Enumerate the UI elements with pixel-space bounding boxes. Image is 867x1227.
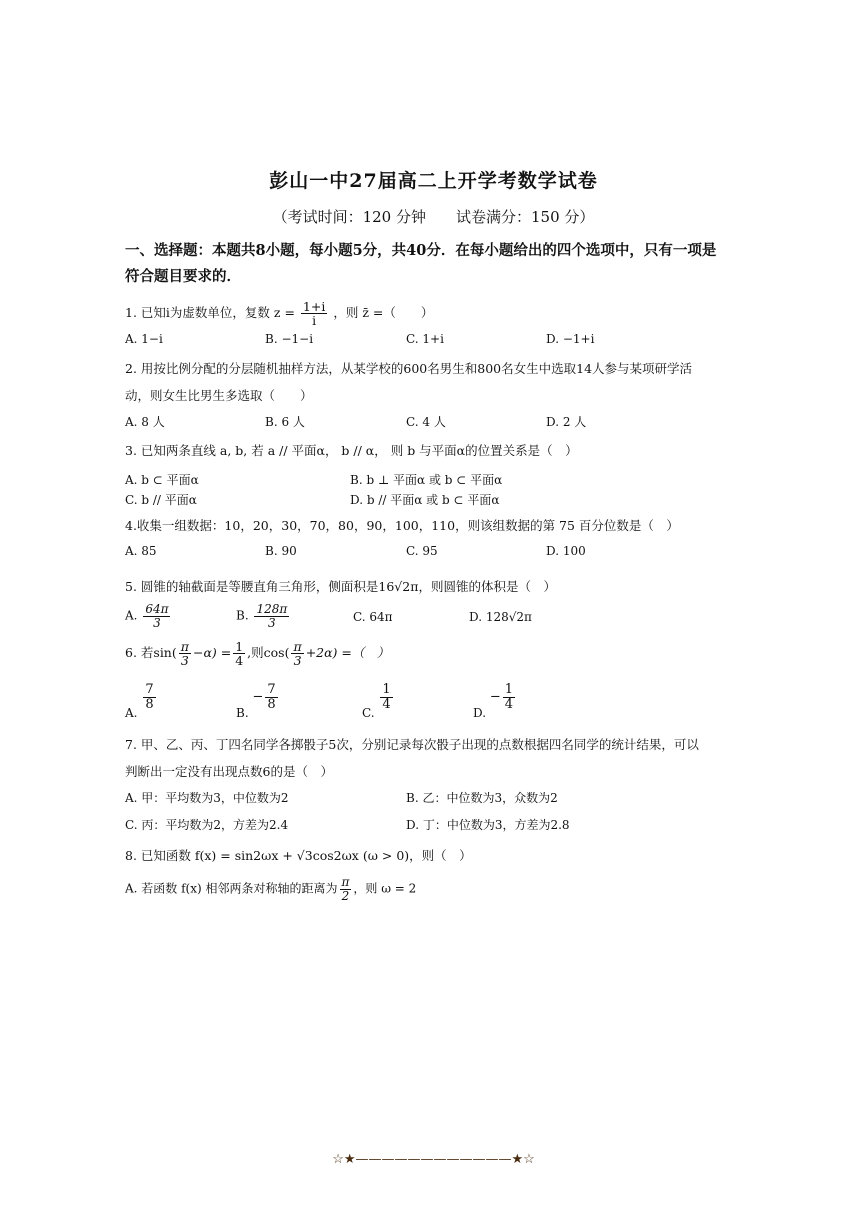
question-4-option-a: A. 85 <box>125 544 157 558</box>
question-4-stem: 4.收集一组数据：10，20，30，70，80，90，100，110，则该组数据的第 75 百分位数是（ ） <box>125 518 679 533</box>
question-4-option-b: B. 90 <box>265 544 297 558</box>
denominator: 3 <box>293 653 302 669</box>
question-3-stem: 3. 已知两条直线 a, b, 若 a // 平面α， b // α， 则 b 与平面α的位置关系是（ ） <box>125 443 578 458</box>
question-6-text: 6. 若sin( <box>125 645 177 661</box>
question-1-text: 1. 已知i为虚数单位，复数 <box>125 305 270 321</box>
question-8-option-a <box>125 876 416 902</box>
question-7-option-d: D. 丁：中位数为3，方差为2.8 <box>406 818 570 832</box>
question-6-option-b-fraction <box>265 683 277 711</box>
numerator: π <box>180 639 189 654</box>
question-6-option-a-fraction <box>143 683 155 711</box>
denominator: 3 <box>268 615 276 630</box>
question-6-text-2: −α) = <box>192 645 232 661</box>
question-2-option-c: C. 4 人 <box>406 415 446 429</box>
numerator: 1 <box>382 682 391 697</box>
question-1-tail: z̄ =（ ） <box>362 305 434 321</box>
question-6-fraction-3 <box>291 640 303 667</box>
numerator: 1 <box>235 639 244 654</box>
numerator: π <box>293 639 302 654</box>
question-3-option-a: A. b ⊂ 平面α <box>125 473 199 487</box>
question-6-option-d <box>473 682 517 720</box>
exam-title: 彭山一中27届高二上开学考数学试卷 <box>269 170 598 192</box>
section-heading: 一、选择题：本题共8小题，每小题5分，共40分．在每小题给出的四个选项中，只有一项是符合题目要求的． <box>125 242 717 285</box>
question-3-option-c: C. b // 平面α <box>125 493 197 507</box>
question-1-stem <box>125 300 433 327</box>
question-6-option-c <box>362 682 395 720</box>
question-5-option-c: C. 64π <box>353 610 393 624</box>
footer-decoration: ☆★————————————★☆ <box>332 1152 535 1167</box>
question-7-line-2: 判断出一定没有出现点数6的是（ ） <box>125 764 333 779</box>
question-1-denominator: i <box>312 313 317 329</box>
question-8-stem: 8. 已知函数 f(x) = sin2ωx + √3cos2ωx (ω > 0)，则（ ） <box>125 848 472 863</box>
denominator: 8 <box>267 696 276 712</box>
question-6-option-b <box>236 682 280 720</box>
question-2-line-1: 2. 用按比例分配的分层随机抽样方法，从某学校的600名男生和800名女生中选取14人参与某项研学活 <box>125 361 693 376</box>
question-1-post: ，则 <box>333 305 359 321</box>
question-6-fraction-1 <box>179 640 191 667</box>
option-text: A. 若函数 f(x) 相邻两条对称轴的距离为 <box>125 881 338 896</box>
question-1-option-a: A. 1−i <box>125 332 163 346</box>
denominator: 4 <box>382 696 391 712</box>
question-2-option-a: A. 8 人 <box>125 415 165 429</box>
option-label: B. <box>236 608 249 623</box>
question-6-option-d-fraction <box>503 683 515 711</box>
denominator: 8 <box>145 696 154 712</box>
question-5-option-b <box>236 603 291 629</box>
numerator: 128π <box>256 602 288 616</box>
question-6-option-a <box>125 682 158 720</box>
question-6-option-c-fraction <box>380 683 392 711</box>
option-label: A. <box>125 608 138 623</box>
question-5-stem: 5. 圆锥的轴截面是等腰直角三角形，侧面积是16√2π，则圆锥的体积是（ ） <box>125 579 556 594</box>
numerator: 64π <box>145 602 169 616</box>
numerator: π <box>341 875 350 889</box>
option-text-2: ，则 ω = 2 <box>353 881 417 896</box>
denominator: 4 <box>235 653 244 669</box>
question-1-z: z = <box>273 305 295 321</box>
minus-sign: − <box>252 689 264 705</box>
exam-subtitle: （考试时间：120 分钟 试卷满分：150 分） <box>272 208 595 226</box>
denominator: 4 <box>504 696 514 712</box>
minus-sign: − <box>489 689 501 705</box>
question-5-option-a <box>125 603 172 629</box>
question-2-option-b: B. 6 人 <box>265 415 305 429</box>
question-6-stem <box>125 640 389 667</box>
question-7-option-a: A. 甲：平均数为3，中位数为2 <box>125 791 289 805</box>
numerator: 7 <box>145 682 154 697</box>
question-4-option-c: C. 95 <box>406 544 438 558</box>
question-1-option-c: C. 1+i <box>406 332 444 346</box>
question-5-option-a-fraction <box>143 603 170 629</box>
option-label: B. <box>236 705 249 720</box>
numerator: 7 <box>267 682 276 697</box>
question-5-option-d: D. 128√2π <box>469 610 532 624</box>
question-2-option-d: D. 2 人 <box>546 415 587 429</box>
denominator: 3 <box>180 653 189 669</box>
question-1-option-b: B. −1−i <box>265 332 314 346</box>
option-label: D. <box>473 705 487 720</box>
question-6-text-4: +2α) =（ ） <box>305 645 390 661</box>
question-1-fraction <box>301 300 327 327</box>
question-5-option-b-fraction <box>254 603 289 629</box>
question-6-text-3: ,则cos( <box>247 645 290 661</box>
question-4-option-d: D. 100 <box>546 544 586 558</box>
question-6-fraction-2 <box>233 640 245 667</box>
question-2-line-2: 动，则女生比男生多选取（ ） <box>125 388 313 403</box>
question-3-option-d: D. b // 平面α 或 b ⊂ 平面α <box>350 493 500 507</box>
question-3-option-b: B. b ⊥ 平面α 或 b ⊂ 平面α <box>350 473 503 487</box>
question-1-numerator: 1+i <box>302 299 326 314</box>
option-label: A. <box>125 705 138 720</box>
option-label: C. <box>362 705 375 720</box>
question-1-option-d: D. −1+i <box>546 332 595 346</box>
numerator: 1 <box>504 682 514 697</box>
denominator: 3 <box>153 615 161 630</box>
question-7-line-1: 7. 甲、乙、丙、丁四名同学各掷骰子5次，分别记录每次骰子出现的点数根据四名同学的统计结果，可以 <box>125 737 699 752</box>
denominator: 2 <box>341 888 350 903</box>
question-7-option-c: C. 丙：平均数为2，方差为2.4 <box>125 818 289 832</box>
question-8-option-a-fraction <box>340 876 352 902</box>
question-7-option-b: B. 乙：中位数为3，众数为2 <box>406 791 558 805</box>
